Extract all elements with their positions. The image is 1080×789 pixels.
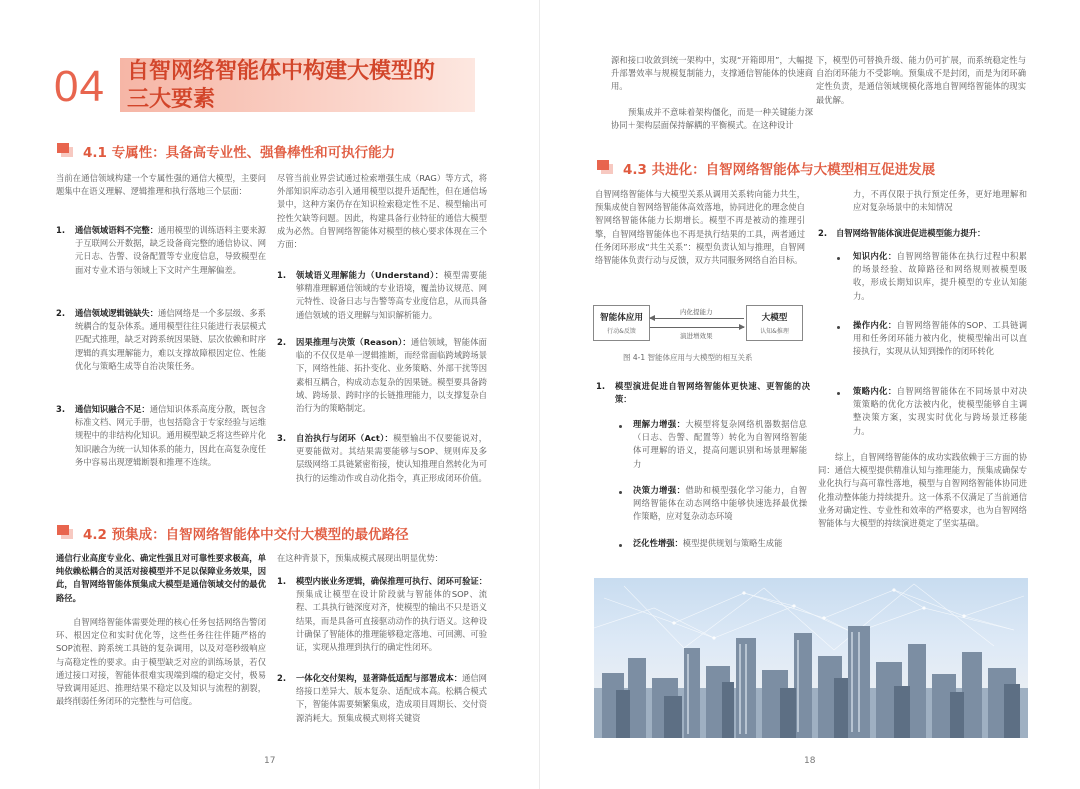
s41-col2-intro: 尽管当前业界尝试通过检索增强生成（RAG）等方式，将外部知识库动态引入通用模型以提升适配性，但在通信场景中，这种方案仍存在知识检索稳定性不足、模型输出可控性欠缺等问题。因此，构建具备行业特征的通信大模型成为必然。自智网络智能体对模型的核心要求体现在三个方面：: [277, 173, 487, 250]
s43-item1-head: 模型演进促进自智网络智能体更快速、更智能的决策：: [615, 381, 810, 405]
s41-req3-head: 自治执行与闭环（Act）：: [296, 433, 394, 443]
s43-intro-text: 自智网络智能体与大模型关系从调用关系转向能力共生，预集成使自智网络智能体高效落地，协同进化的理念使自智网络智能体能力长期增长。模型不再是被动的推理引擎，自智网络智能体也不再是执行结果的工具，两者通过任务闭环形成“共生关系”：模型负责认知与推理，自智网络智能体负责行动与反馈，双方共同服务网络自治目标。: [595, 189, 805, 266]
s43-bullet3-body: 模型提供规划与策略生成能: [682, 538, 783, 548]
bullet-icon: [837, 257, 840, 260]
section-marker-icon: [57, 143, 69, 153]
s43-bullet5-body: 自智网络智能体的SOP、工具链调用和任务闭环能力被内化，使模型输出可以直接执行，实现从认知到操作的闭环转化: [853, 320, 1027, 357]
s42-adv1-body: 预集成让模型在设计阶段就与智能体的SOP、流程、工具执行链深度对齐，使模型的输出不只是语义结果，而是具备可直接驱动动作的执行语义。这种设计确保了智能体的推理能够稳定落地、可回溯、可验证，实现从推理到执行的确定性闭环。: [296, 589, 487, 653]
s42-adv1-num: 1.: [277, 576, 287, 586]
s41-item3-num: 3.: [56, 404, 66, 414]
s41-req1-body: 模型需要能够精准理解通信领域的专业语境，覆盖协议规范、网元特性、设备日志与告警等高专业度信息，从而具备通信领域的语义理解与知识解析能力。: [296, 270, 487, 320]
page-number-right: 18: [804, 756, 816, 766]
bullet-icon: [837, 326, 840, 329]
bullet-icon: [837, 392, 840, 395]
s43-bullet1-head: 理解力增强：: [633, 419, 686, 429]
s42-adv2-body: 通信网络接口差异大、版本复杂、适配成本高。松耦合模式下，智能体需要频繁集成，造成项目周期长、交付资源消耗大。预集成模式则将关键资: [296, 673, 487, 723]
s41-req1-head: 领域语义理解能力（Understand）：: [296, 270, 444, 280]
page-number-left: 17: [264, 756, 276, 766]
s42-adv2: [296, 672, 487, 725]
s41-req2: [296, 336, 487, 415]
s41-item2-num: 2.: [56, 308, 66, 318]
section-marker-icon: [57, 525, 69, 535]
section-4-1-title: 4.1 专属性：具备高专业性、强鲁棒性和可执行能力: [83, 145, 396, 161]
diagram-agent-app-sub: 行动&反馈: [607, 328, 636, 335]
s43-bullet2-body: 借助和模型强化学习能力，自智网络智能体在动态网络中能够快速选择最优操作策略，应对复杂动态环境: [633, 485, 807, 522]
s41-item3-body: 通信知识体系高度分散，既包含标准文档、网元手册，也包括隐含于专家经验与运维规程中的非结构化知识。通用模型缺乏将这些碎片化知识融合为统一认知体系的能力，因此在高复杂度任务中容易出现逻辑断裂和推理不连续。: [75, 404, 266, 467]
s42-adv1: [296, 575, 487, 654]
s41-req1: [296, 269, 487, 322]
diagram-agent-app-title: 智能体应用: [600, 313, 643, 323]
s43-bullet5-head: 操作内化：: [853, 320, 897, 330]
chapter-title-line2: 三大要素: [127, 87, 216, 112]
s41-item1-head: 通信领域语料不完整：: [75, 225, 159, 235]
s43-bullet6-body: 自智网络智能体在不同场景中对决策策略的优化方法被内化，使模型能够自主调整决策方案，实现实时优化与跨场景迁移能力。: [853, 386, 1027, 436]
s41-req2-head: 因果推理与决策（Reason）：: [296, 337, 411, 347]
diagram-caption: 图 4-1 智能体应用与大模型的相互关系: [623, 353, 753, 362]
arrow-right-icon: [650, 327, 744, 328]
s43-bullet5: [853, 319, 1027, 359]
s41-item2-head: 通信领域逻辑链缺失：: [75, 308, 159, 318]
diagram-llm-sub: 认知&推理: [760, 328, 789, 335]
s41-req3-num: 3.: [277, 433, 287, 443]
s41-item2: [75, 307, 266, 373]
s42-adv1-head: 模型内嵌业务逻辑，确保推理可执行、闭环可验证：: [296, 576, 487, 586]
s43-bullet3: [633, 537, 823, 550]
right-col1-top: 源和接口收敛到统一架构中，实现“开箱即用”，大幅提升部署效率与规模复制能力，支撑通信智能体的快速商用。: [611, 55, 813, 92]
diagram-llm-box: [746, 305, 803, 341]
diagram-agent-app-box: [593, 305, 650, 341]
s41-item1-num: 1.: [56, 225, 66, 235]
bullet-icon: [619, 544, 622, 547]
s41-item1: [75, 224, 266, 277]
s41-item3: [75, 403, 266, 469]
right-page: [540, 0, 1080, 789]
arrow-left-icon: [650, 318, 744, 319]
diagram-arrow-top-label: 内化提能力: [680, 308, 713, 316]
s43-bullet6-head: 策略内化：: [853, 386, 897, 396]
chapter-number: 04: [54, 62, 105, 111]
s42-body: 自智网络智能体需要处理的核心任务包括网络告警闭环、根因定位和实时优化等，这些任务往往伴随严格的SOP流程、跨系统工具链的复杂调用，以及对毫秒级响应与高稳定性的要求。由于模型缺乏对应的训练场景，若仅通过接口对接，智能体很难实现端到端的稳定交付，极易导致调用延迟、推理结果不稳定以及知识与流程的割裂，最终削弱任务闭环的完整性与可信度。: [56, 617, 266, 707]
s43-item1-num: 1.: [596, 381, 606, 391]
s41-req2-num: 2.: [277, 337, 287, 347]
s43-bullet2-head: 决策力增强：: [633, 485, 686, 495]
s43-bullet6: [853, 385, 1027, 438]
bullet-icon: [619, 491, 622, 494]
s43-item2-num: 2.: [818, 228, 828, 238]
chapter-title-line1: 自智网络智能体中构建大模型的: [127, 59, 436, 84]
section-4-3-title: 4.3 共进化：自智网络智能体与大模型相互促进发展: [623, 162, 936, 178]
s43-summary: 综上，自智网络智能体的成功实践依赖于三方面的协同：通信大模型提供精准认知与推理能力，预集成确保专业化执行与高可靠性落地，模型与自智网络智能体协同进化推动整体能力持续提升。这一体系不仅满足了当前通信业务对确定性、专业性和效率的严格要求，也为自智网络智能体与大模型的持续演进奠定了坚实基础。: [818, 452, 1027, 529]
s43-bullet4: [853, 250, 1027, 303]
diagram-arrow-bottom-label: 演进增效果: [680, 332, 713, 340]
s43-col2-cont: 力，不再仅限于执行预定任务，更好地理解和应对复杂场景中的未知情况: [853, 189, 1027, 213]
section-4-2-title: 4.2 预集成：自智网络智能体中交付大模型的最优路径: [83, 527, 409, 543]
s41-req1-num: 1.: [277, 270, 287, 280]
s43-bullet2: [633, 484, 807, 524]
bullet-icon: [619, 425, 622, 428]
s41-req3: [296, 432, 487, 485]
right-col1-top2: 预集成并不意味着架构僵化，而是一种关键能力深协同＋架构层面保持解耦的平衡模式。在这种设计: [611, 107, 813, 131]
s42-lead: 通信行业高度专业化、确定性强且对可靠性要求极高，单纯依赖松耦合的灵活对接模型并不足以保障业务效果，因此，自智网络智能体预集成大模型是通信领域交付的最优路径。: [56, 553, 266, 603]
s42-adv2-head: 一体化交付架构，显著降低适配与部署成本：: [296, 673, 463, 683]
s41-item1-body: 通用模型的训练语料主要来源于互联网公开数据，缺乏设备商完整的通信协议、网元日志、告警、设备配置等专业度信息，导致模型在面对专业术语与领域上下文时产生理解偏差。: [75, 225, 266, 275]
s43-item2-head: 自智网络智能体演进促进模型能力提升：: [836, 228, 986, 238]
right-col2-top: 下，模型仍可替换升级、能力仍可扩展，而系统稳定性与自治闭环能力不受影响。预集成不是封闭，而是为闭环确定性负责，是通信领域规模化落地自智网络智能体的现实最优解。: [816, 55, 1026, 105]
s43-bullet4-body: 自智网络智能体在执行过程中积累的场景经验、故障路径和网络规则被模型吸收，形成长期知识库，提升模型的专业认知能力。: [853, 251, 1027, 301]
s42-col2-intro: 在这种背景下，预集成模式展现出明显优势：: [277, 553, 443, 563]
s41-item2-body: 通信网络是一个多层级、多系统耦合的复杂体系。通用模型往往只能进行表层模式匹配式推理，缺乏对跨系统因果链、层次依赖和时序逻辑的真实理解能力，难以支撑故障根因定位、性能优化与策略生成等自治决策任务。: [75, 308, 266, 371]
skyline-graphic: [594, 578, 1028, 738]
s42-adv2-num: 2.: [277, 673, 287, 683]
s43-bullet1: [633, 418, 807, 471]
city-skyline-photo: [594, 578, 1028, 738]
s41-req3-body: 模型输出不仅要能说对，更要能做对。其结果需要能够与SOP、规则库及多层级网络工具链紧密衔接，使认知推理自然转化为可执行的运维动作或自动化指令，真正形成闭环价值。: [296, 433, 487, 483]
section-marker-icon: [597, 160, 609, 170]
diagram-llm-title: 大模型: [761, 313, 788, 323]
s41-intro: 当前在通信领域构建一个专属性强的通信大模型，主要问题集中在语义理解、逻辑推理和执行落地三个层面：: [56, 173, 266, 197]
s43-bullet4-head: 知识内化：: [853, 251, 897, 261]
s41-req2-body: 通信领域，智能体面临的不仅仅是单一逻辑推断，而经常面临跨域跨场景下，网络性能、拓扑变化、业务策略、外部干扰等因素相互耦合，构成动态复杂的因果链。模型要具备跨域、跨场景、跨时序的长链推理能力，以支撑复杂自治行为的策略制定。: [296, 337, 487, 414]
s41-item3-head: 通信知识融合不足：: [75, 404, 150, 414]
s43-bullet1-body: 大模型将复杂网络机器数据信息（日志、告警、配置等）转化为自智网络智能体可理解的语义，提高问题识别和场景理解能力: [633, 419, 807, 469]
s43-bullet3-head: 泛化性增强：: [633, 538, 683, 548]
s43-intro: [595, 188, 805, 267]
